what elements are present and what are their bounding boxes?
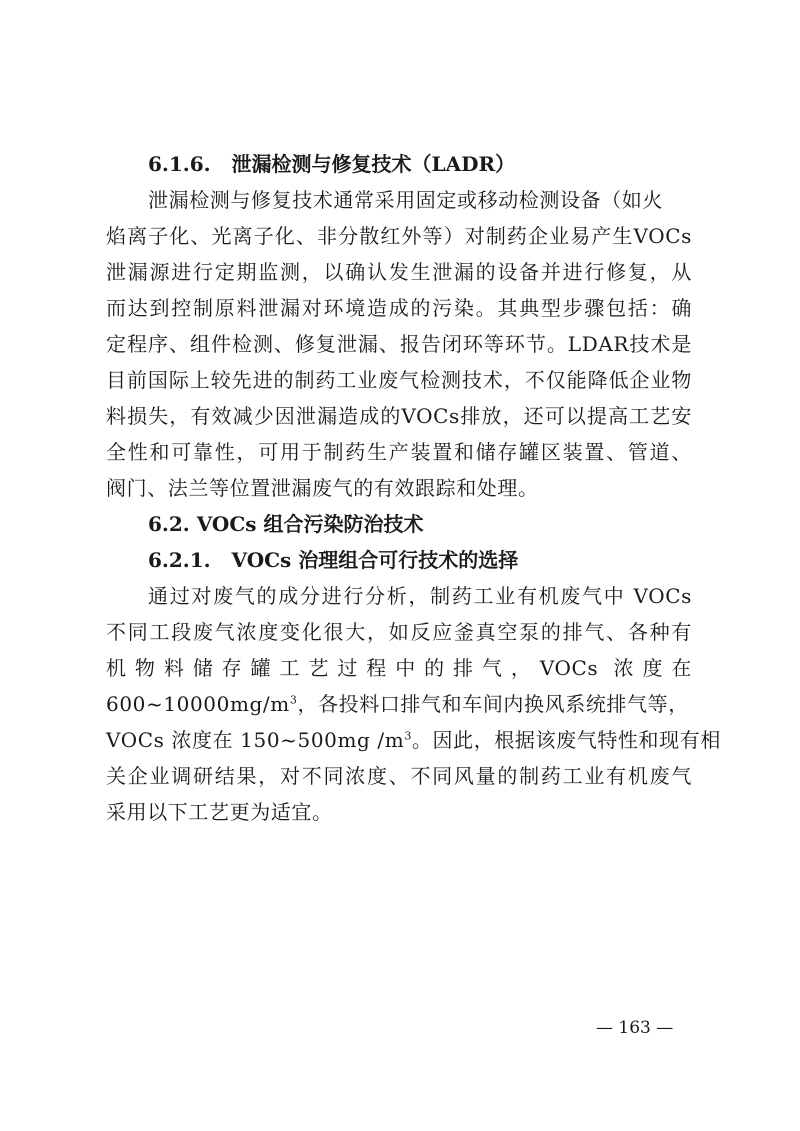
paragraph-line: 而达到控制原料泄漏对环境造成的污染。其典型步骤包括：确 (106, 296, 692, 320)
paragraph-line: 料损失，有效减少因泄漏造成的VOCs排放，还可以提高工艺安 (106, 404, 692, 428)
paragraph-line: 采用以下工艺更为适宜。 (106, 800, 333, 824)
paragraph-line: 定程序、组件检测、修复泄漏、报告闭环等环节。LDAR技术是 (106, 332, 692, 356)
paragraph-line: 阀门、法兰等位置泄漏废气的有效跟踪和处理。 (106, 476, 539, 500)
paragraph-line: 不同工段废气浓度变化很大，如反应釜真空泵的排气、各种有 (106, 620, 692, 644)
paragraph-text: 。因此，根据该废气特性和现有相 (411, 728, 721, 752)
section-number: 6.2.1. (148, 548, 211, 572)
paragraph-line: 目前国际上较先进的制药工业废气检测技术，不仅能降低企业物 (106, 368, 692, 392)
paragraph-line: 机物料储存罐工艺过程中的排气，VOCs 浓度在 (106, 656, 692, 680)
paragraph-line: 全性和可靠性，可用于制药生产装置和储存罐区装置、管道、 (106, 440, 692, 464)
page-number: — 163 — (596, 1018, 674, 1038)
unit-superscript: 3 (289, 693, 298, 707)
paragraph-line: 通过对废气的成分进行分析，制药工业有机废气中 VOCs (148, 584, 692, 608)
section-title: 泄漏检测与修复技术（LADR） (231, 152, 516, 176)
paragraph-line: 泄漏源进行定期监测，以确认发生泄漏的设备并进行修复，从 (106, 260, 692, 284)
paragraph-line: 焰离子化、光离子化、非分散红外等）对制药企业易产生VOCs (106, 224, 692, 248)
section-heading-6-1-6 (148, 152, 515, 176)
section-heading-6-2 (148, 512, 423, 536)
paragraph-text: ，各投料口排气和车间内换风系统排气等， (297, 692, 689, 716)
paragraph-line: 泄漏检测与修复技术通常采用固定或移动检测设备（如火 (148, 188, 663, 212)
paragraph-line: 关企业调研结果，对不同浓度、不同风量的制药工业有机废气 (106, 764, 692, 788)
paragraph-line (106, 728, 721, 752)
section-title: VOCs 组合污染防治技术 (196, 512, 424, 536)
section-heading-6-2-1 (148, 548, 518, 572)
section-title: VOCs 治理组合可行技术的选择 (231, 548, 519, 572)
unit-superscript: 3 (404, 729, 412, 743)
paragraph-line (106, 692, 689, 716)
concentration-range: 600~10000mg/m (106, 692, 290, 716)
section-number: 6.2. (148, 512, 190, 536)
concentration-range: VOCs 浓度在 150~500mg /m (106, 728, 405, 752)
section-number: 6.1.6. (148, 152, 211, 176)
